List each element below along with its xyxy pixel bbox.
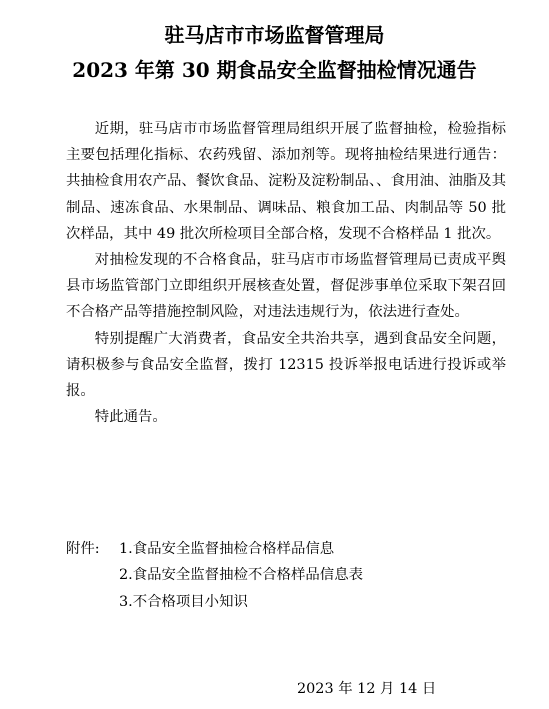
attachment-row	[66, 589, 506, 615]
attachment-item-unqualified-knowledge: 3.不合格项目小知识	[119, 593, 248, 610]
paragraph-inspection-summary: 近期，驻马店市市场监督管理局组织开展了监督抽检，检验指标主要包括理化指标、农药残留、添加剂等。现将抽检结果进行通告：共抽检食用农产品、餐饮食品、淀粉及淀粉制品、、食用油、油脂及其制品、速冻食品、水果制品、调味品、粮食加工品、肉制品等 50 批次样品，其中 49 批次所检项目全部合格，发现不合格样品 1 批次。	[66, 121, 506, 242]
attachment-row	[66, 536, 506, 562]
paragraph-consumer-reminder: 特别提醒广大消费者，食品安全共治共享，遇到食品安全问题，请积极参与食品安全监督，拨打 12315 投诉举报电话进行投诉或举报。	[66, 330, 506, 400]
paragraph-closing: 特此通告。	[94, 409, 167, 426]
document-main-title: 2023 年第 30 期食品安全监督抽检情况通告	[72, 58, 477, 82]
attachment-item-unqualified-samples: 2.食品安全监督抽检不合格样品信息表	[119, 567, 363, 584]
attachments-label: 附件:	[66, 541, 100, 557]
document-body	[66, 116, 506, 430]
attachments-list	[66, 536, 506, 615]
paragraph-handling-measures: 对抽检发现的不合格食品，驻马店市市场监督管理局已责成平舆县市场监管部门立即组织开展核查处置，督促涉事单位采取下架召回不合格产品等措施控制风险，对违法违规行为，依法进行查处。	[66, 252, 506, 321]
document-issuer-title: 驻马店市市场监督管理局	[164, 23, 385, 47]
attachment-item-qualified-samples: 1.食品安全监督抽检合格样品信息	[119, 541, 335, 557]
document-date: 2023 年 12 月 14 日	[297, 681, 437, 697]
attachment-row	[66, 562, 506, 588]
